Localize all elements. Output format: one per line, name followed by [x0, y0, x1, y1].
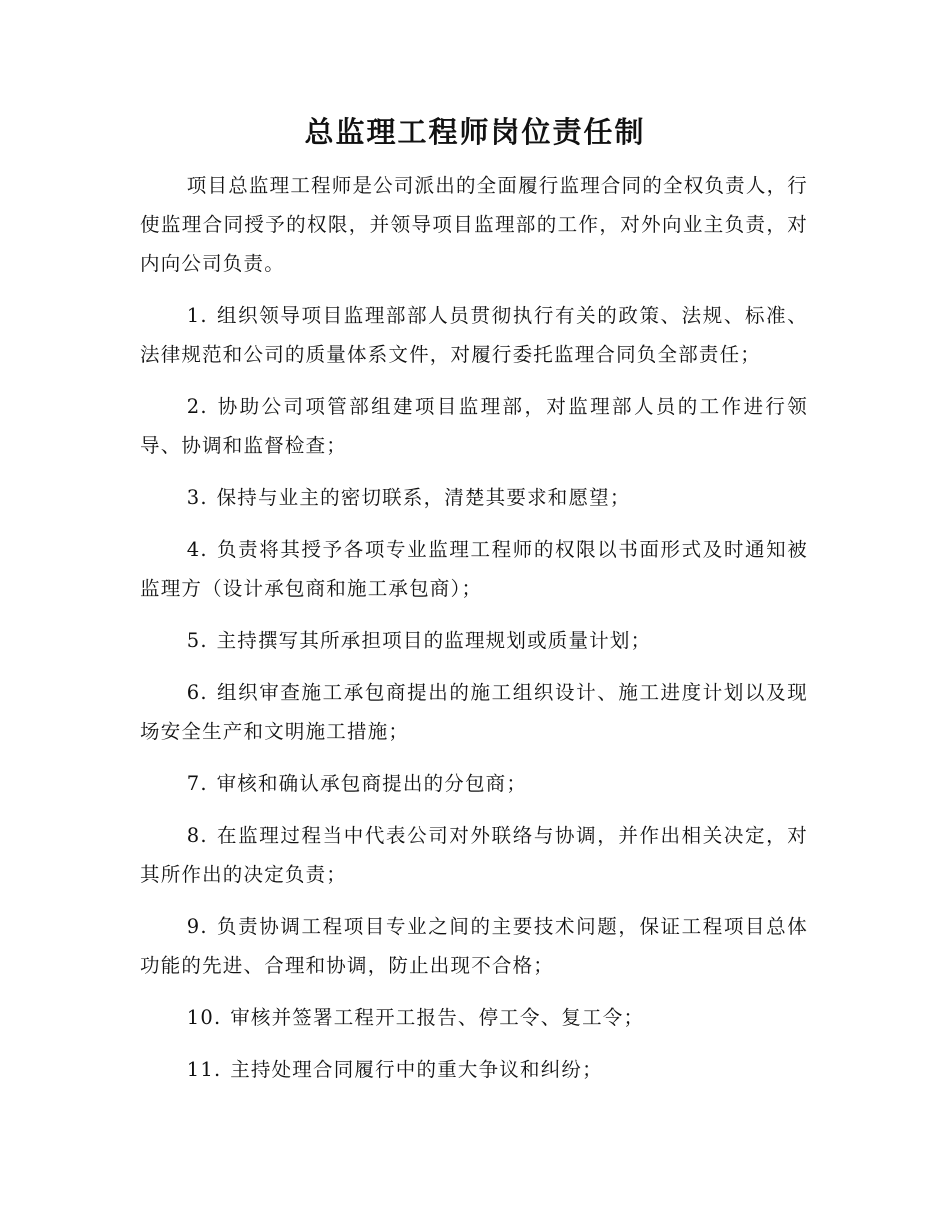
document-title: 总监理工程师岗位责任制 [304, 115, 646, 149]
list-item [140, 816, 808, 894]
list-item [140, 998, 808, 1037]
item-number: 8. [186, 824, 208, 847]
item-number: 4. [186, 538, 208, 561]
list-item [140, 530, 808, 608]
list-item [140, 387, 808, 465]
item-number: 9. [186, 915, 208, 938]
intro-paragraph: 项目总监理工程师是公司派出的全面履行监理合同的全权负责人，行使监理合同授予的权限，并领导项目监理部的工作，对外向业主负责，对内向公司负责。 [140, 174, 808, 275]
item-text: 组织领导项目监理部部人员贯彻执行有关的政策、法规、标准、法律规范和公司的质量体系文件，对履行委托监理合同负全部责任； [140, 304, 808, 366]
list-item [140, 907, 808, 985]
item-text: 负责将其授予各项专业监理工程师的权限以书面形式及时通知被监理方（设计承包商和施工承包商）； [140, 538, 808, 600]
item-text: 主持处理合同履行中的重大争议和纠纷； [230, 1058, 603, 1081]
item-number: 2. [186, 395, 208, 418]
item-text: 在监理过程当中代表公司对外联络与协调，并作出相关决定，对其所作出的决定负责； [140, 824, 808, 886]
list-item [140, 621, 808, 660]
item-number: 10. [186, 1006, 222, 1029]
item-number: 7. [186, 772, 208, 795]
list-item [140, 478, 808, 517]
list-item [140, 764, 808, 803]
document-body [140, 166, 808, 1102]
item-number: 5. [186, 629, 208, 652]
item-number: 3. [186, 486, 208, 509]
list-item [140, 1050, 808, 1089]
item-text: 保持与业主的密切联系，清楚其要求和愿望； [216, 486, 631, 509]
item-text: 主持撰写其所承担项目的监理规划或质量计划； [216, 629, 652, 652]
list-item [140, 673, 808, 751]
item-number: 1. [186, 304, 208, 327]
item-number: 6. [186, 681, 208, 704]
item-text: 协助公司项管部组建项目监理部，对监理部人员的工作进行领导、协调和监督检查； [140, 395, 808, 457]
item-text: 组织审查施工承包商提出的施工组织设计、施工进度计划以及现场安全生产和文明施工措施； [140, 681, 808, 743]
item-text: 负责协调工程项目专业之间的主要技术问题，保证工程项目总体功能的先进、合理和协调，防止出现不合格； [140, 915, 808, 977]
list-item [140, 296, 808, 374]
item-text: 审核并签署工程开工报告、停工令、复工令； [230, 1006, 645, 1029]
item-number: 11. [186, 1058, 222, 1081]
item-text: 审核和确认承包商提出的分包商； [216, 772, 528, 795]
